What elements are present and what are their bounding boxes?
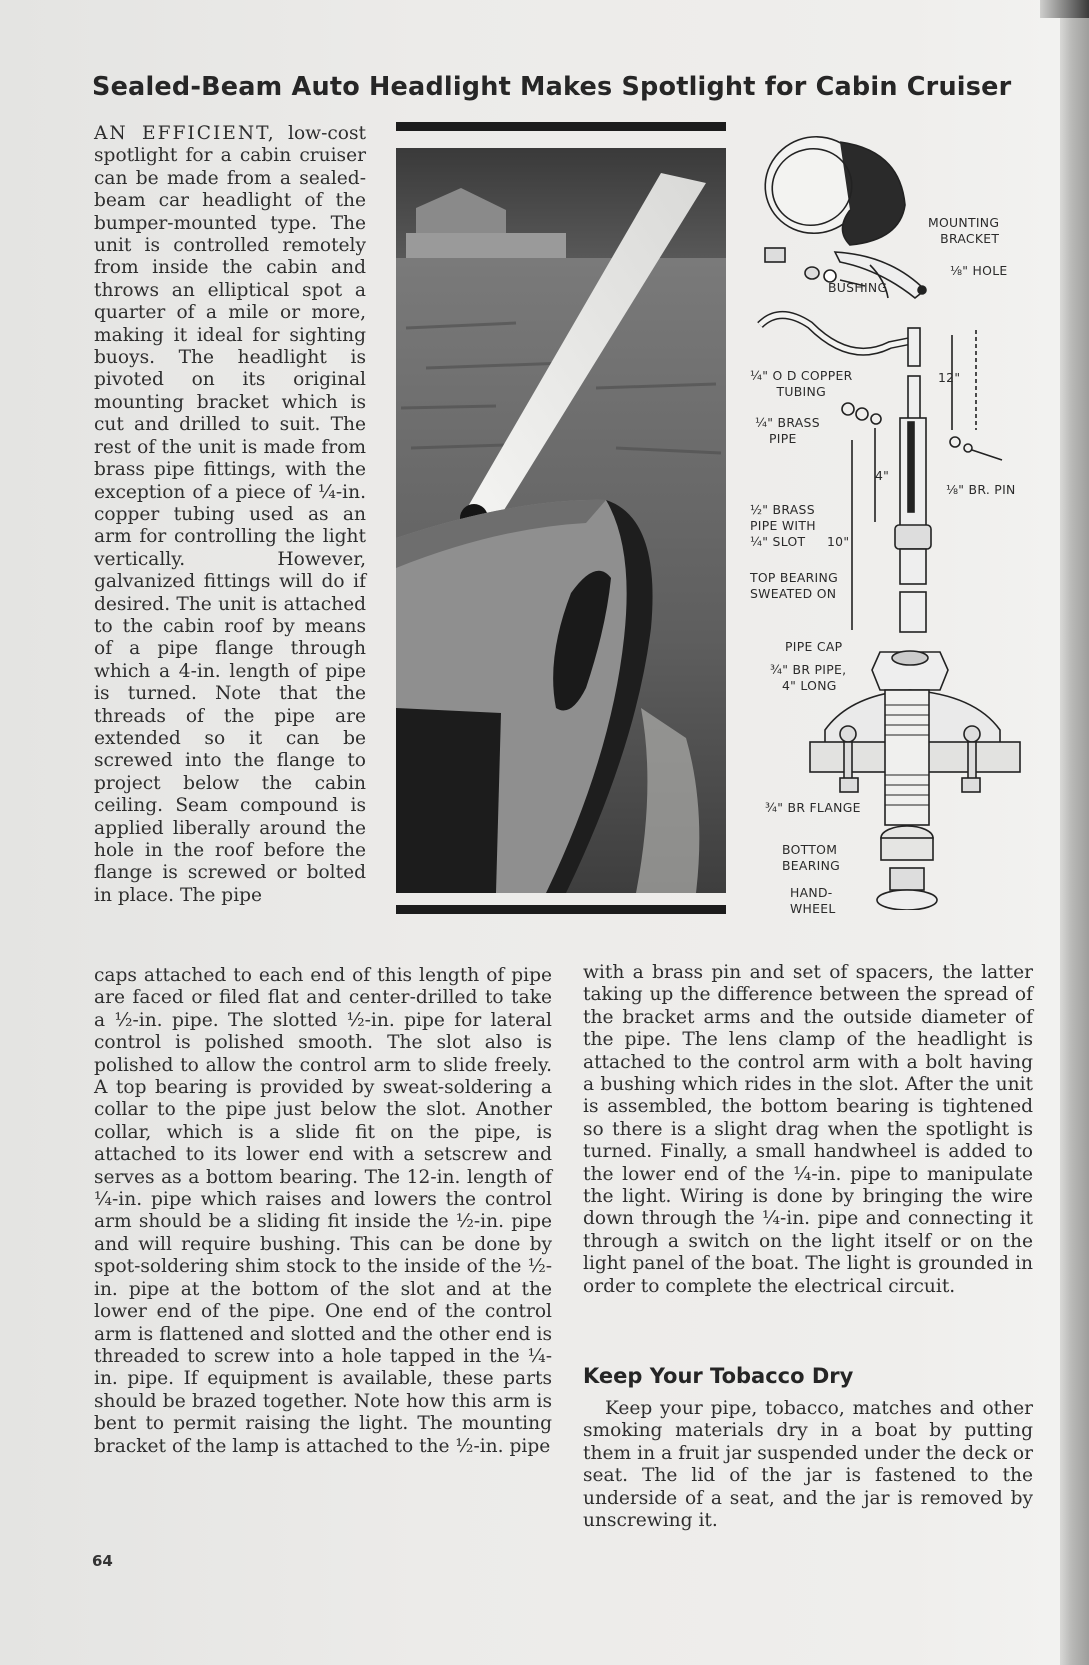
photo-border-top: [396, 122, 726, 131]
photo-border-bottom: [396, 905, 726, 914]
label-length-4: 4": [875, 468, 890, 483]
label-top-bearing: TOP BEARING SWEATED ON: [750, 570, 838, 601]
article-body-text-1: low-cost spotlight for a cabin cruiser can be made from a sealed-beam car headlight of the bumper-mounted type. The unit is controlled remotely from inside the cabin and throws an elliptical spot a quarter of a mile or more, making it ideal for sighting buoys. The headlight is pivoted on its original mounting bracket which is cut and drilled to suit. The rest of the unit is made from brass pipe fittings, with the exception of a piece of ¼-in. copper tubing used as an arm for controlling the light vertically. However, galvanized fittings will do if desired. The unit is attached to the cabin roof by means of a pipe flange through which a 4-in. length of pipe is turned. Note that the threads of the pipe are extended so it can be screwed into the flange to project below the cabin ceiling. Seam compound is applied liberally around the hole in the roof before the flange is screwed or bolted in place. The pipe: [94, 123, 366, 906]
label-pipe-cap: PIPE CAP: [785, 639, 843, 654]
label-handwheel: HAND- WHEEL: [790, 885, 836, 916]
article-body-text-3: with a brass pin and set of spacers, the latter taking up the difference between the spread of the bracket arms and the outside diameter of the pipe. The lens clamp of the headlight is attached to the control arm with a bolt having a bushing which rides in the slot. After the unit is assembled, the bottom bearing is tightened so there is a slight drag when the spotlight is turned. Finally, a small handwheel is added to the lower end of the ¼-in. pipe to manipulate the light. Wiring is done by bringing the wire down through the ¼-in. pipe and connecting it through a switch on the light itself or on the light panel of the boat. The light is grounded in order to complete the electrical circuit.: [583, 962, 1033, 1297]
article-title: Sealed-Beam Auto Headlight Makes Spotlight for Cabin Cruiser: [92, 72, 1012, 102]
label-copper-tubing: ¼" O D COPPER TUBING: [750, 368, 853, 399]
label-br-pin: ⅛" BR. PIN: [946, 482, 1016, 497]
label-flange: ¾" BR FLANGE: [765, 800, 861, 815]
sidebar-article-body: [583, 1398, 1033, 1532]
sidebar-article-title: Keep Your Tobacco Dry: [583, 1364, 854, 1388]
label-hole: ⅛" HOLE: [950, 263, 1008, 278]
page-number: 64: [92, 1552, 113, 1570]
book-spine-shadow-top: [1040, 0, 1089, 18]
sidebar-article-text: Keep your pipe, tobacco, matches and other smoking materials dry in a boat by putting them in a fruit jar suspended under the deck or seat. The lid of the jar is fastened to the underside of a seat, and the jar is removed by unscrewing it.: [583, 1398, 1033, 1532]
lead-in-caps: AN EFFICIENT,: [94, 123, 276, 144]
article-body-text-2: caps attached to each end of this length of pipe are faced or filed flat and center-drilled to take a ½-in. pipe. The slotted ½-in. pipe for lateral control is polished smooth. The slot also is polished to allow the control arm to slide freely. A top bearing is provided by sweat-soldering a collar to the pipe just below the slot. Another collar, which is a slide fit on the pipe, is attached to its lower end with a setscrew and serves as a bottom bearing. The 12-in. length of ¼-in. pipe which raises and lowers the control arm should be a sliding fit inside the ½-in. pipe and will require bushing. This can be done by spot-soldering shim stock to the inside of the ½-in. pipe at the bottom of the slot and at the lower end of the pipe. One end of the control arm is flattened and slotted and the other end is threaded to screw into a hole tapped in the ¼-in. pipe. If equipment is available, these parts should be brazed together. Note how this arm is bent to permit raising the light. The mounting bracket of the lamp is attached to the ½-in. pipe: [94, 965, 552, 1457]
label-brass-pipe: ¼" BRASS PIPE: [755, 415, 820, 446]
spotlight-boat-photo: [396, 148, 726, 893]
book-spine-shadow: [1060, 0, 1089, 1665]
label-bottom-bearing: BOTTOM BEARING: [782, 842, 841, 873]
label-length-12: 12": [938, 370, 961, 385]
article-body-column-right: [583, 962, 1033, 1298]
article-body-column-left: [94, 965, 552, 1458]
label-bushing: BUSHING: [828, 280, 888, 295]
label-length-10: 10": [827, 534, 850, 549]
label-mounting-bracket: MOUNTING BRACKET: [928, 215, 1000, 246]
label-br-pipe: ¾" BR PIPE, 4" LONG: [770, 662, 847, 693]
spotlight-assembly-diagram: [740, 130, 1040, 916]
label-slotted-pipe: ½" BRASS PIPE WITH ¼" SLOT: [750, 502, 816, 549]
article-body-column-narrow: [94, 123, 366, 907]
